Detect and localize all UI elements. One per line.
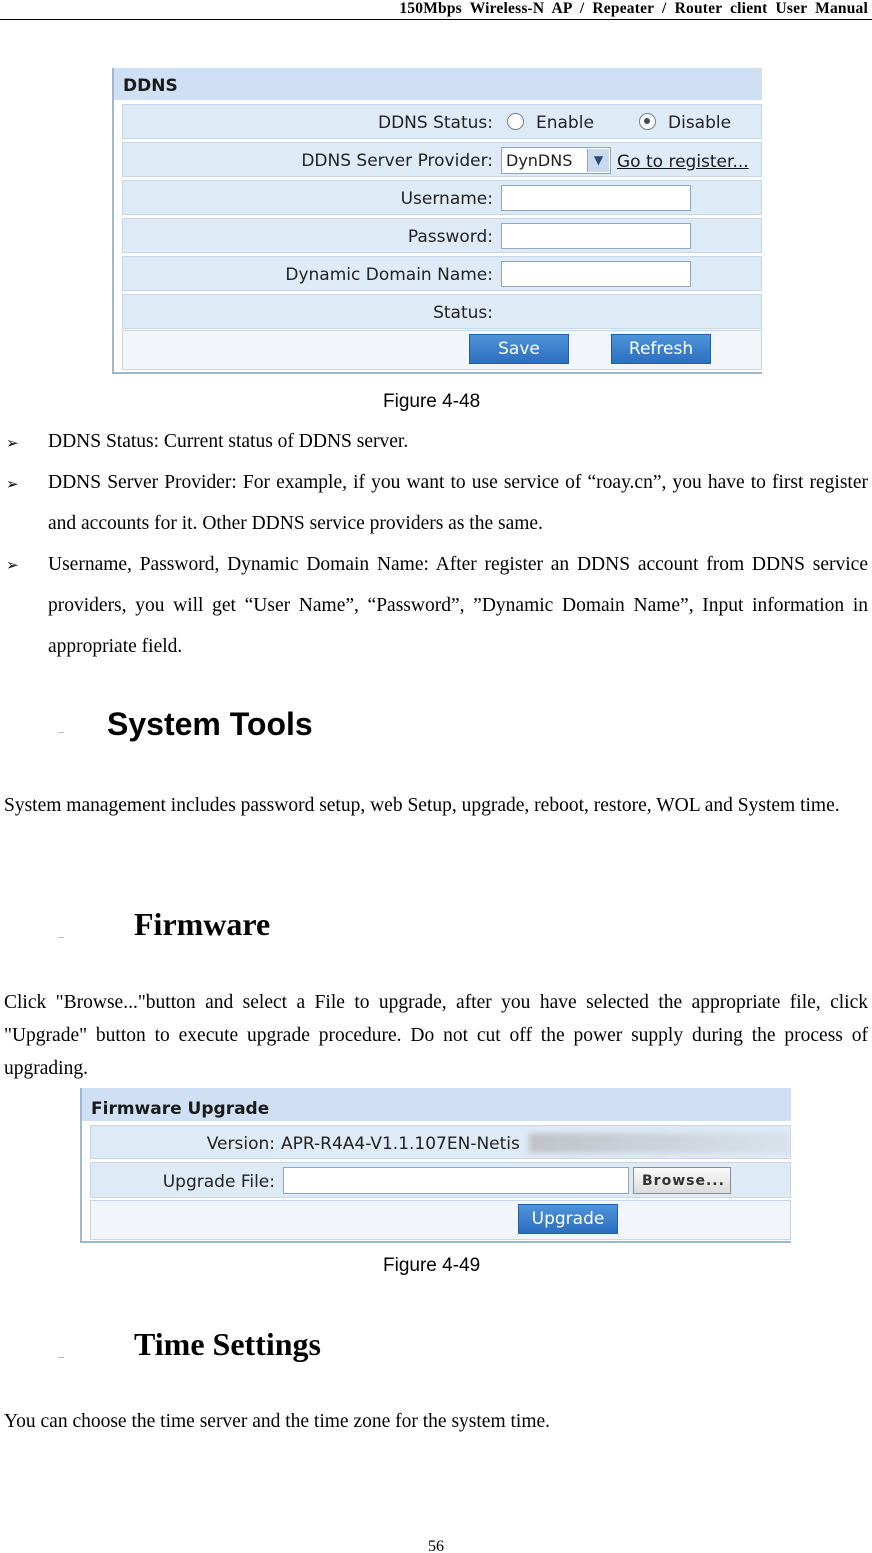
username-row <box>122 180 762 215</box>
upgrade-file-row <box>90 1162 791 1198</box>
password-label: Password: <box>407 227 493 247</box>
domain-row <box>122 256 762 291</box>
arrow-bullet-icon: ➢ <box>6 475 19 493</box>
username-label: Username: <box>400 189 493 209</box>
manual-title: 150Mbps Wireless-N AP / Repeater / Router client User Manual <box>399 0 868 17</box>
time-settings-heading: Time Settings <box>134 1326 321 1362</box>
password-input[interactable] <box>501 223 691 249</box>
chevron-down-icon: ▼ <box>587 149 609 172</box>
username-input[interactable] <box>501 185 691 211</box>
status-label: Status: <box>433 303 493 323</box>
firmware-title: Firmware Upgrade <box>82 1088 791 1121</box>
ddns-status-label: DDNS Status: <box>378 113 493 133</box>
refresh-button[interactable]: Refresh <box>611 334 711 364</box>
firmware-heading: Firmware <box>134 906 271 942</box>
domain-input[interactable] <box>501 261 691 287</box>
version-blur <box>529 1133 789 1153</box>
upgrade-file-input[interactable] <box>283 1167 629 1194</box>
browse-button[interactable]: Browse... <box>633 1167 731 1194</box>
figure-caption-1: Figure 4-48 <box>383 391 481 412</box>
system-tools-heading: System Tools <box>107 706 313 742</box>
version-label: Version: <box>206 1134 275 1154</box>
ddns-title: DDNS <box>114 68 762 100</box>
heading-marker <box>58 937 64 938</box>
upgrade-file-label: Upgrade File: <box>162 1172 275 1192</box>
disable-radio[interactable] <box>639 113 656 130</box>
figure-caption-2: Figure 4-49 <box>383 1255 481 1276</box>
provider-value: DynDNS <box>506 151 573 170</box>
system-tools-body: System management includes password setup, web Setup, upgrade, reboot, restore, WOL and System time. <box>4 795 840 816</box>
disable-label: Disable <box>668 113 732 133</box>
version-value: APR-R4A4-V1.1.107EN-Netis <box>281 1134 520 1154</box>
enable-radio[interactable] <box>507 113 524 130</box>
status-row <box>122 294 762 329</box>
heading-marker <box>58 732 64 733</box>
firmware-body: Click "Browse..."button and select a File to upgrade, after you have selected the appropriate file, click "Upgrade" button to execute upgrade procedure. Do not cut off the power supply during the process of upgrading. <box>4 992 868 1079</box>
heading-marker <box>58 1357 64 1358</box>
register-link[interactable]: Go to register... <box>617 152 749 172</box>
password-row <box>122 218 762 253</box>
ddns-buttons-row <box>122 330 762 370</box>
ddns-provider-row <box>122 142 762 177</box>
ddns-status-row <box>122 104 762 139</box>
version-row <box>90 1125 791 1159</box>
firmware-panel <box>80 1088 791 1243</box>
domain-label: Dynamic Domain Name: <box>285 265 493 285</box>
enable-label: Enable <box>536 113 594 133</box>
provider-select[interactable] <box>501 147 611 174</box>
arrow-bullet-icon: ➢ <box>6 556 19 574</box>
bullet-2: DDNS Server Provider: For example, if you want to use service of “roay.cn”, you have to first register and accounts for it. Other DDNS service providers as the same. <box>48 472 868 534</box>
bullet-3: Username, Password, Dynamic Domain Name: After register an DDNS account from DDNS service providers, you will get “User Name”, “Password”, ”Dynamic Domain Name”, Input information in appropriate field. <box>48 554 868 657</box>
upgrade-button[interactable]: Upgrade <box>518 1204 618 1234</box>
page-header <box>0 0 872 20</box>
arrow-bullet-icon: ➢ <box>6 434 19 452</box>
save-button[interactable]: Save <box>469 334 569 364</box>
bullet-1: DDNS Status: Current status of DDNS server. <box>48 431 409 452</box>
upgrade-buttons-row <box>90 1200 791 1240</box>
page-number: 56 <box>428 1538 444 1553</box>
time-settings-body: You can choose the time server and the time zone for the system time. <box>4 1411 551 1432</box>
ddns-provider-label: DDNS Server Provider: <box>301 151 493 171</box>
ddns-panel <box>112 68 762 374</box>
